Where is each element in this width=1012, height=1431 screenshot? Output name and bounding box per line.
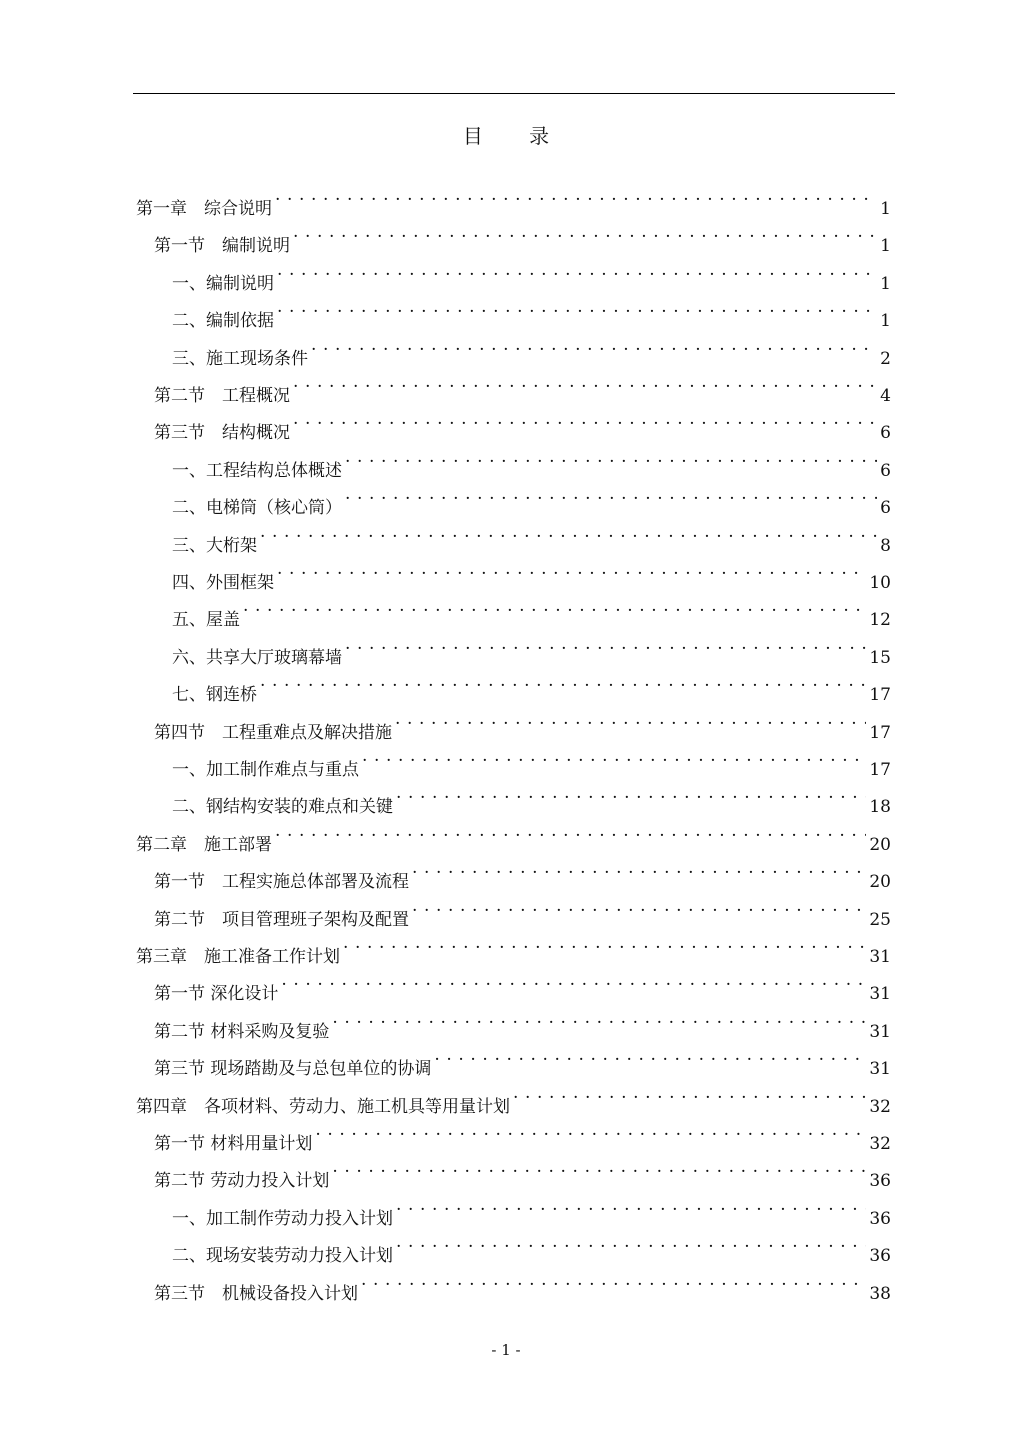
toc-dot-leader: [275, 177, 877, 214]
toc-entry-page: 25: [869, 909, 891, 930]
toc-dot-leader: [412, 888, 866, 925]
toc-entry-label: 六、共享大厅玻璃幕墙: [172, 647, 342, 668]
toc-entry[interactable]: [154, 1262, 891, 1304]
toc-entry-label: 一、加工制作难点与重点: [172, 760, 359, 780]
page-number: - 1 -: [491, 1341, 521, 1359]
toc-entry-label: 第二节 劳动力投入计划: [154, 1171, 330, 1192]
toc-entry-page: 36: [869, 1208, 891, 1229]
toc-dot-leader: [412, 850, 866, 887]
toc-entry[interactable]: [154, 1149, 891, 1192]
toc-entry-page: 1: [880, 311, 891, 332]
toc-dot-leader: [293, 214, 877, 251]
toc-entry-label: 五、屋盖: [172, 610, 240, 631]
toc-entry-page: 12: [869, 610, 891, 631]
toc-entry-page: 8: [880, 535, 891, 556]
toc-title: 目 录: [462, 124, 570, 148]
toc-entry[interactable]: [172, 252, 891, 294]
toc-dot-leader: [311, 327, 877, 364]
toc-entry[interactable]: [154, 1112, 891, 1154]
toc-entry-label: 第一章 综合说明: [136, 199, 272, 219]
toc-entry[interactable]: [172, 775, 891, 818]
toc-dot-leader: [434, 1037, 866, 1074]
toc-entry[interactable]: [172, 588, 891, 631]
toc-entry-page: 20: [869, 834, 891, 855]
toc-entry-label: 一、编制说明: [172, 273, 274, 294]
toc-entry-label: 二、钢结构安装的难点和关键: [172, 797, 393, 818]
toc-entry-page: 4: [880, 386, 891, 406]
toc-entry-page: 31: [869, 1059, 891, 1080]
toc-dot-leader: [293, 364, 877, 401]
toc-entry[interactable]: [136, 1075, 891, 1117]
toc-entry-page: 38: [869, 1283, 891, 1304]
toc-entry-label: 第二节 工程概况: [154, 386, 290, 406]
toc-entry[interactable]: [172, 1187, 891, 1229]
toc-entry-label: 第四节 工程重难点及解决措施: [154, 722, 392, 743]
toc-entry-label: 七、钢连桥: [172, 685, 257, 706]
toc-entry-label: 第一节 编制说明: [154, 236, 290, 257]
toc-dot-leader: [275, 813, 866, 850]
toc-entry[interactable]: [154, 850, 891, 893]
toc-entry-label: 四、外围框架: [172, 573, 274, 593]
toc-entry-page: 2: [880, 348, 891, 369]
toc-dot-leader: [277, 252, 877, 289]
toc-entry-label: 二、编制依据: [172, 311, 274, 332]
toc-dot-leader: [343, 925, 866, 962]
toc-dot-leader: [260, 663, 866, 700]
toc-entry[interactable]: [136, 925, 891, 967]
toc-dot-leader: [345, 626, 866, 663]
toc-entry-page: 1: [880, 236, 891, 257]
toc-entry-label: 第四章 各项材料、劳动力、施工机具等用量计划: [136, 1096, 510, 1117]
toc-entry-page: 10: [869, 573, 891, 593]
toc-entry-page: 31: [869, 984, 891, 1005]
toc-entry-page: 6: [880, 498, 891, 519]
toc-dot-leader: [396, 1224, 866, 1261]
toc-entry-page: 20: [869, 872, 891, 893]
toc-dot-leader: [293, 401, 877, 438]
toc-entry-page: 18: [869, 797, 891, 818]
toc-dot-leader: [362, 738, 866, 775]
toc-entry-label: 第二章 施工部署: [136, 834, 272, 855]
toc-entry[interactable]: [136, 813, 891, 855]
toc-entry-page: 1: [880, 199, 891, 219]
toc-entry-page: 31: [869, 947, 891, 967]
header-rule: [133, 93, 895, 94]
toc-entry-label: 第三节 结构概况: [154, 423, 290, 444]
toc-entry[interactable]: [154, 1000, 891, 1042]
toc-dot-leader: [396, 1187, 866, 1224]
toc-entry-page: 6: [880, 460, 891, 481]
toc-entry-label: 一、工程结构总体概述: [172, 460, 342, 481]
toc-entry[interactable]: [172, 663, 891, 706]
toc-entry-page: 36: [869, 1171, 891, 1192]
toc-dot-leader: [277, 289, 877, 326]
toc-entry[interactable]: [172, 439, 891, 481]
toc-dot-leader: [332, 1149, 866, 1186]
toc-entry[interactable]: [154, 364, 891, 406]
toc-entry-label: 二、电梯筒（核心筒）: [172, 498, 342, 519]
toc-entry-label: 第一节 材料用量计划: [154, 1134, 313, 1154]
toc-entry-label: 第一节 工程实施总体部署及流程: [154, 872, 409, 893]
toc-dot-leader: [277, 551, 866, 588]
toc-dot-leader: [396, 775, 866, 812]
toc-entry-page: 17: [869, 685, 891, 706]
toc-dot-leader: [315, 1112, 866, 1149]
toc-entry-label: 三、大桁架: [172, 535, 257, 556]
toc-entry[interactable]: [154, 962, 891, 1005]
toc-entry-label: 二、现场安装劳动力投入计划: [172, 1246, 393, 1267]
toc-entry[interactable]: [172, 626, 891, 668]
toc-dot-leader: [260, 514, 877, 551]
toc-entry-label: 三、施工现场条件: [172, 348, 308, 369]
toc-entry[interactable]: [172, 551, 891, 593]
toc-dot-leader: [281, 962, 866, 999]
toc-entry-page: 17: [869, 760, 891, 780]
toc-dot-leader: [332, 1000, 866, 1037]
toc-dot-leader: [345, 476, 877, 513]
toc-entry[interactable]: [154, 214, 891, 257]
toc-entry[interactable]: [172, 476, 891, 519]
toc-entry[interactable]: [172, 327, 891, 369]
toc-entry-page: 15: [869, 647, 891, 668]
toc-entry-label: 第二节 材料采购及复验: [154, 1021, 330, 1042]
toc-entry[interactable]: [154, 1037, 891, 1080]
toc-dot-leader: [361, 1262, 866, 1299]
toc-entry-page: 6: [880, 423, 891, 444]
toc-entry-label: 第二节 项目管理班子架构及配置: [154, 909, 409, 930]
toc-entry-label: 第一节 深化设计: [154, 984, 279, 1005]
toc-entry-page: 1: [880, 273, 891, 294]
toc-dot-leader: [243, 588, 866, 625]
toc-entry[interactable]: [172, 514, 891, 556]
toc-entry-page: 32: [869, 1134, 891, 1154]
toc-entry[interactable]: [154, 888, 891, 930]
toc-entry-label: 一、加工制作劳动力投入计划: [172, 1208, 393, 1229]
toc-entry-page: 36: [869, 1246, 891, 1267]
toc-dot-leader: [345, 439, 877, 476]
toc-entry-page: 31: [869, 1021, 891, 1042]
toc-entry-label: 第三章 施工准备工作计划: [136, 947, 340, 967]
toc-dot-leader: [395, 701, 866, 738]
toc-entry-label: 第三节 机械设备投入计划: [154, 1283, 358, 1304]
toc-entry[interactable]: [136, 177, 891, 219]
toc-entry-page: 32: [869, 1096, 891, 1117]
toc-entry[interactable]: [154, 401, 891, 444]
toc-entry[interactable]: [172, 738, 891, 780]
toc-dot-leader: [513, 1075, 866, 1112]
toc-entry[interactable]: [172, 289, 891, 332]
toc-entry[interactable]: [154, 701, 891, 743]
toc-entry[interactable]: [172, 1224, 891, 1267]
toc-entry-label: 第三节 现场踏勘及与总包单位的协调: [154, 1059, 432, 1080]
toc-entry-page: 17: [869, 722, 891, 743]
